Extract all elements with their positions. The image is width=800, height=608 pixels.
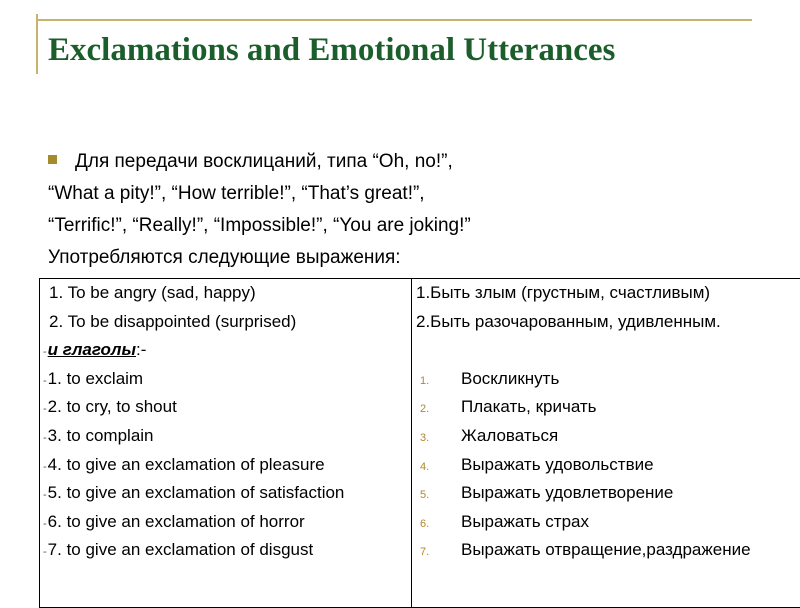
russian-verb-5: 5. Выражать удовлетворение xyxy=(412,479,800,508)
russian-column xyxy=(412,279,800,608)
intro-line-1 xyxy=(48,146,788,178)
russian-verb-2: 2. Плакать, кричать xyxy=(412,393,800,422)
english-verb-5: -5. to give an exclamation of satisfaction xyxy=(40,479,411,508)
english-verb-2: -2. to cry, to shout xyxy=(40,393,411,422)
russian-row-1: 1.Быть злым (грустным, счастливым) xyxy=(412,279,800,308)
expressions-table xyxy=(39,278,800,608)
title-top-rule xyxy=(36,19,752,21)
english-verb-1: -1. to exclaim xyxy=(40,365,411,394)
russian-blank-row xyxy=(412,336,800,365)
english-verb-4: -4. to give an exclamation of pleasure xyxy=(40,451,411,480)
intro-line-3: “Terrific!”, “Really!”, “Impossible!”, “You are joking!” xyxy=(48,210,788,242)
intro-text xyxy=(48,146,788,274)
english-column xyxy=(40,279,412,608)
russian-row-2: 2.Быть разочарованным, удивленным. xyxy=(412,308,800,337)
english-row-1: 1. To be angry (sad, happy) xyxy=(40,279,411,308)
russian-verb-1: 1. Воскликнуть xyxy=(412,365,800,394)
russian-verb-3: 3. Жаловаться xyxy=(412,422,800,451)
intro-bullet-text: Для передачи восклицаний, типа “Oh, no!”, xyxy=(75,151,453,172)
slide-title: Exclamations and Emotional Utterances xyxy=(48,32,615,69)
square-bullet-icon xyxy=(48,155,57,164)
russian-verb-4: 4. Выражать удовольствие xyxy=(412,451,800,480)
verbs-heading: -и глаголы:- xyxy=(40,336,411,365)
intro-line-2: “What a pity!”, “How terrible!”, “That’s great!”, xyxy=(48,178,788,210)
verbs-suffix: :- xyxy=(136,340,146,359)
english-verb-7: -7. to give an exclamation of disgust xyxy=(40,536,411,565)
english-row-2: 2. To be disappointed (surprised) xyxy=(40,308,411,337)
russian-verb-7: 7. Выражать отвращение,раздражение xyxy=(412,536,800,565)
title-left-rule xyxy=(36,14,38,74)
table-row xyxy=(40,279,800,608)
verbs-label: и глаголы xyxy=(48,340,136,359)
english-verb-3: -3. to complain xyxy=(40,422,411,451)
russian-verb-6: 6. Выражать страх xyxy=(412,508,800,537)
english-verb-6: -6. to give an exclamation of horror xyxy=(40,508,411,537)
intro-line-4: Употребляются следующие выражения: xyxy=(48,242,788,274)
